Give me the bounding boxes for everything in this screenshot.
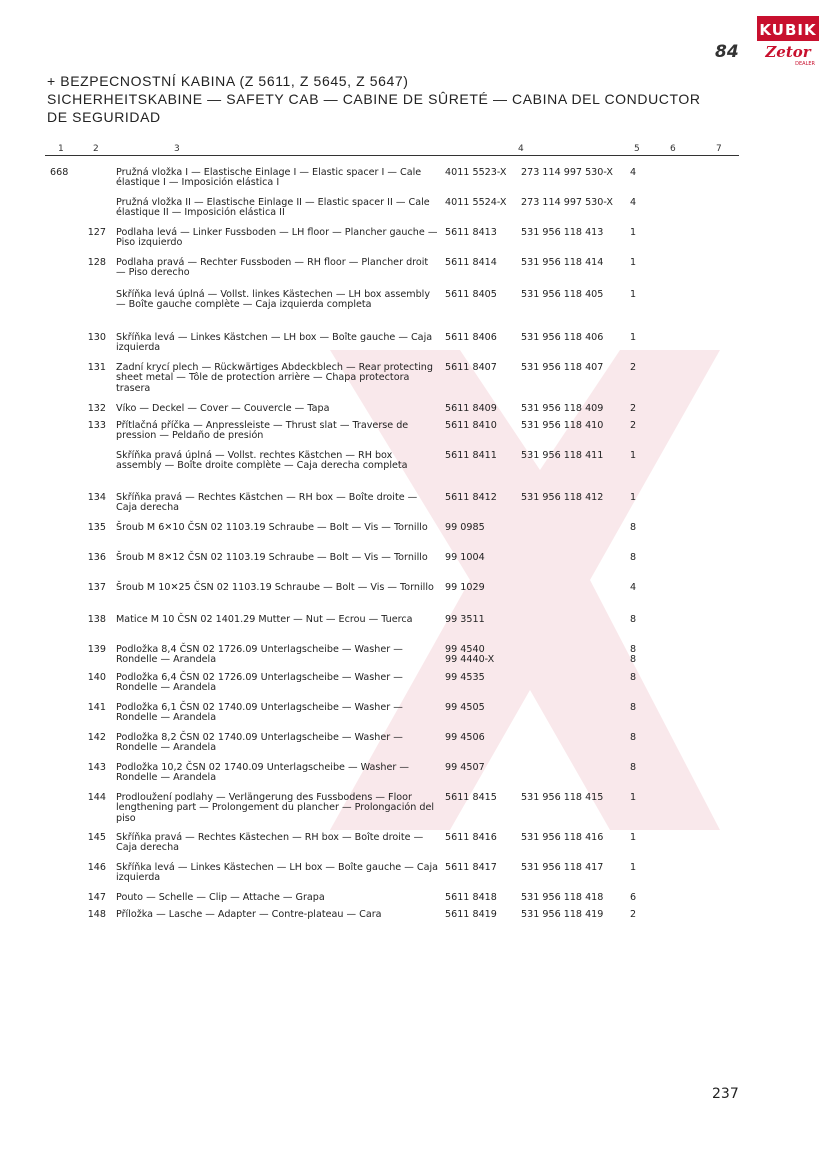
row-description: Podložka 8,4 ČSN 02 1726.09 Unterlagscheibe — Washer — Rondelle — Arandela <box>116 644 403 666</box>
row-position: 140 <box>87 672 106 683</box>
row-quantity: 1 <box>629 257 637 268</box>
column-header-5: 5 <box>634 144 640 154</box>
row-description: Prodloužení podlahy — Verlängerung des Fussbodens — Floor lengthening part — Prolongement du plancher — Prolongación del piso <box>116 792 435 824</box>
row-part-number: 5611 8414 <box>445 257 497 268</box>
page-number: 237 <box>712 1086 739 1102</box>
row-position: 146 <box>87 862 106 873</box>
row-part-number: 5611 8413 <box>445 227 497 238</box>
row-description: Skříňka levá — Linkes Kästechen — LH box — Boîte gauche — Caja izquierda <box>116 862 439 884</box>
row-description: Skříňka levá úplná — Vollst. linkes Kästechen — LH box assembly — Boîte gauche complète — Caja izquierda completa <box>116 289 431 311</box>
title-line-3: DE SEGURIDAD <box>47 109 161 125</box>
row-quantity: 1 <box>629 227 637 238</box>
row-description: Šroub M 10✕25 ČSN 02 1103.19 Schraube — Bolt — Vis — Tornillo <box>116 582 434 593</box>
row-order-number: 531 956 118 406 <box>521 332 604 343</box>
row-part-number: 5611 8415 <box>445 792 497 803</box>
row-position: 139 <box>87 644 106 655</box>
row-position: 148 <box>87 909 106 920</box>
row-order-number: 531 956 118 410 <box>521 420 604 431</box>
row-order-number: 531 956 118 411 <box>521 450 604 461</box>
row-quantity: 8 <box>629 672 637 683</box>
row-quantity: 2 <box>629 909 637 920</box>
row-order-number: 531 956 118 405 <box>521 289 604 300</box>
row-quantity: 4 <box>629 167 637 178</box>
row-quantity: 2 <box>629 362 637 373</box>
row-description: Podložka 8,2 ČSN 02 1740.09 Unterlagscheibe — Washer — Rondelle — Arandela <box>116 732 403 754</box>
row-quantity: 1 <box>629 792 637 803</box>
row-quantity: 1 <box>629 832 637 843</box>
row-description: Podložka 6,4 ČSN 02 1726.09 Unterlagscheibe — Washer — Rondelle — Arandela <box>116 672 403 694</box>
row-order-number: 531 956 118 407 <box>521 362 604 373</box>
row-position: 133 <box>87 420 106 431</box>
row-quantity: 8 <box>629 552 637 563</box>
row-part-number: 4011 5524-X <box>445 197 507 208</box>
row-part-number: 5611 8406 <box>445 332 497 343</box>
row-quantity: 1 <box>629 862 637 873</box>
row-part-number: 99 4535 <box>445 672 485 683</box>
row-part-number: 5611 8407 <box>445 362 497 373</box>
row-description: Skříňka pravá úplná — Vollst. rechtes Kästchen — RH box assembly — Boîte droite complète — Caja derecha completa <box>116 450 408 472</box>
row-position: 130 <box>87 332 106 343</box>
row-description: Skříňka pravá — Rechtes Kästechen — RH box — Boîte droite — Caja derecha <box>116 832 424 854</box>
row-order-number: 531 956 118 414 <box>521 257 604 268</box>
row-description: Pružná vložka I — Elastische Einlage I — Elastic spacer I — Cale élastique I — Imposición elástica I <box>116 167 422 189</box>
row-quantity: 1 <box>629 450 637 461</box>
row-quantity: 8 <box>629 522 637 533</box>
row-description: Podložka 6,1 ČSN 02 1740.09 Unterlagscheibe — Washer — Rondelle — Arandela <box>116 702 403 724</box>
row-description: Podlaha pravá — Rechter Fussboden — RH floor — Plancher droit — Piso derecho <box>116 257 429 279</box>
row-description: Šroub M 6✕10 ČSN 02 1103.19 Schraube — Bolt — Vis — Tornillo <box>116 522 428 533</box>
row-description: Matice M 10 ČSN 02 1401.29 Mutter — Nut — Ecrou — Tuerca <box>116 614 413 625</box>
row-position: 135 <box>87 522 106 533</box>
row-quantity: 2 <box>629 420 637 431</box>
row-part-number: 99 4507 <box>445 762 485 773</box>
row-position: 134 <box>87 492 106 503</box>
title-line-2: SICHERHEITSKABINE — SAFETY CAB — CABINE DE SÛRETÉ — CABINA DEL CONDUCTOR <box>47 91 701 107</box>
row-part-number: 5611 8410 <box>445 420 497 431</box>
row-order-number: 531 956 118 413 <box>521 227 604 238</box>
row-part-number: 5611 8411 <box>445 450 497 461</box>
row-order-number: 273 114 997 530-X <box>521 167 613 178</box>
row-position: 144 <box>87 792 106 803</box>
row-part-number: 99 3511 <box>445 614 485 625</box>
row-order-number: 531 956 118 417 <box>521 862 604 873</box>
row-position: 141 <box>87 702 106 713</box>
row-quantity: 8 <box>629 702 637 713</box>
row-part-number: 5611 8419 <box>445 909 497 920</box>
row-description: Podložka 10,2 ČSN 02 1740.09 Unterlagscheibe — Washer — Rondelle — Arandela <box>116 762 409 784</box>
logo-bottom-text: Zetor <box>765 43 811 61</box>
row-order-number: 531 956 118 416 <box>521 832 604 843</box>
row-part-number: 99 0985 <box>445 522 485 533</box>
row-order-number: 531 956 118 418 <box>521 892 604 903</box>
row-position: 131 <box>87 362 106 373</box>
row-order-number: 531 956 118 415 <box>521 792 604 803</box>
row-order-number: 531 956 118 419 <box>521 909 604 920</box>
row-part-number: 5611 8412 <box>445 492 497 503</box>
column-header-1: 1 <box>58 144 64 154</box>
column-header-3: 3 <box>174 144 180 154</box>
row-part-number: 99 4506 <box>445 732 485 743</box>
row-description: Příložka — Lasche — Adapter — Contre-plateau — Cara <box>116 909 382 920</box>
row-description: Zadní krycí plech — Rückwärtiges Abdeckblech — Rear protecting sheet metal — Tôle de protection arrière — Chapa protectora trasera <box>116 362 433 394</box>
row-position: 142 <box>87 732 106 743</box>
row-quantity: 6 <box>629 892 637 903</box>
logo-top-text: KUBIK <box>757 16 819 41</box>
row-position: 147 <box>87 892 106 903</box>
row-position: 127 <box>87 227 106 238</box>
row-part-number: 5611 8405 <box>445 289 497 300</box>
row-quantity: 4 <box>629 582 637 593</box>
row-description: Podlaha levá — Linker Fussboden — LH floor — Plancher gauche — Piso izquierdo <box>116 227 438 249</box>
row-quantity: 8 <box>629 762 637 773</box>
row-quantity: 8 <box>629 732 637 743</box>
row-quantity: 8 8 <box>629 644 637 666</box>
row-description: Skříňka pravá — Rechtes Kästchen — RH box — Boîte droite — Caja derecha <box>116 492 418 514</box>
row-quantity: 1 <box>629 332 637 343</box>
row-description: Šroub M 8✕12 ČSN 02 1103.19 Schraube — Bolt — Vis — Tornillo <box>116 552 428 563</box>
title-line-1: + BEZPECNOSTNÍ KABINA (Z 5611, Z 5645, Z 5647) <box>47 73 409 89</box>
row-order-number: 273 114 997 530-X <box>521 197 613 208</box>
row-position: 138 <box>87 614 106 625</box>
row-quantity: 2 <box>629 403 637 414</box>
row-description: Přítlačná příčka — Anpressleiste — Thrust slat — Traverse de pression — Peldaño de presión <box>116 420 409 442</box>
row-part-number: 99 4540 99 4440-X <box>445 644 495 666</box>
row-part-number: 99 1004 <box>445 552 485 563</box>
row-quantity: 1 <box>629 289 637 300</box>
page-reference: 84 <box>715 42 739 62</box>
row-part-number: 5611 8409 <box>445 403 497 414</box>
column-header-2: 2 <box>93 144 99 154</box>
row-part-number: 99 4505 <box>445 702 485 713</box>
row-quantity: 4 <box>629 197 637 208</box>
row-quantity: 8 <box>629 614 637 625</box>
column-header-4: 4 <box>518 144 524 154</box>
row-quantity: 1 <box>629 492 637 503</box>
row-position: 132 <box>87 403 106 414</box>
logo-sub-text: DEALER <box>795 61 815 67</box>
row-position: 128 <box>87 257 106 268</box>
row-part-number: 5611 8418 <box>445 892 497 903</box>
row-position: 143 <box>87 762 106 773</box>
row-position: 136 <box>87 552 106 563</box>
row-description: Pouto — Schelle — Clip — Attache — Grapa <box>116 892 325 903</box>
row-position: 145 <box>87 832 106 843</box>
row-description: Pružná vložka II — Elastische Einlage II — Elastic spacer II — Cale élastique II — Imposición elástica II <box>116 197 430 219</box>
column-header-6: 6 <box>670 144 676 154</box>
row-part-number: 4011 5523-X <box>445 167 507 178</box>
row-part-number: 5611 8417 <box>445 862 497 873</box>
row-order-number: 531 956 118 409 <box>521 403 604 414</box>
row-order-number: 531 956 118 412 <box>521 492 604 503</box>
row-position: 137 <box>87 582 106 593</box>
row-description: Skříňka levá — Linkes Kästchen — LH box — Boîte gauche — Caja izquierda <box>116 332 433 354</box>
row-part-number: 5611 8416 <box>445 832 497 843</box>
row-column-1: 668 <box>50 167 69 178</box>
row-part-number: 99 1029 <box>445 582 485 593</box>
column-header-7: 7 <box>716 144 722 154</box>
row-description: Víko — Deckel — Cover — Couvercle — Tapa <box>116 403 330 414</box>
